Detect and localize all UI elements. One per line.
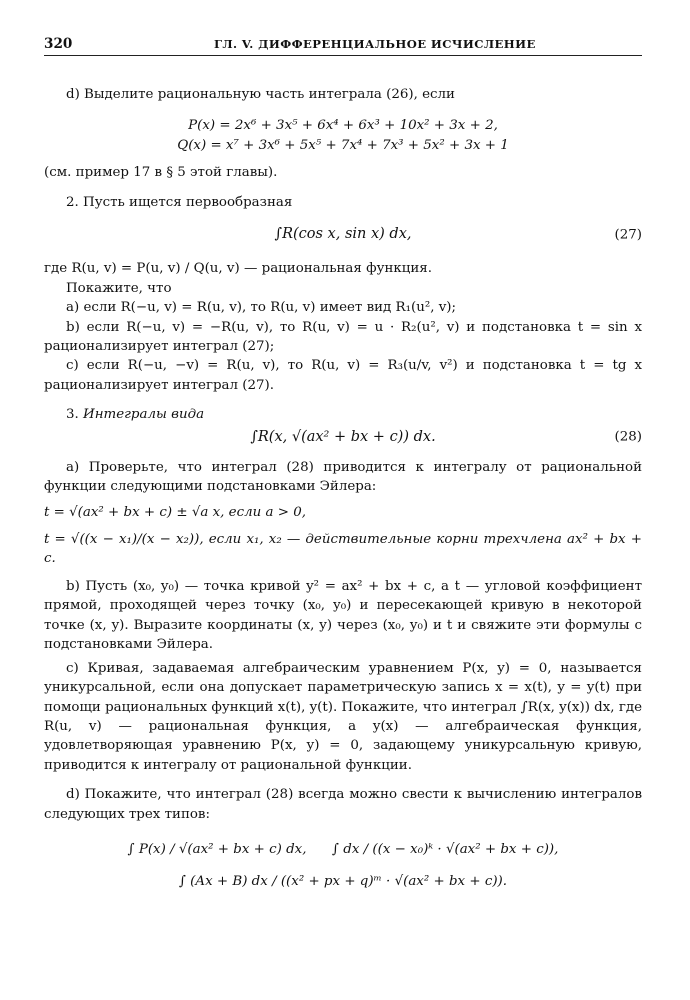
- integral-28: ∫R(x, √(ax² + bx + c)) dx.: [250, 428, 436, 445]
- integral-types-row-1: [44, 840, 642, 859]
- display-equation-27: [44, 224, 642, 245]
- equation-number-27: (27): [614, 226, 642, 242]
- equation-number-28: (28): [614, 429, 642, 445]
- formula-P: P(x) = 2x⁶ + 3x⁵ + 6x⁴ + 6x³ + 10x² + 3x + 2,: [188, 118, 498, 134]
- formula-Q: Q(x) = x⁷ + 3x⁶ + 5x⁵ + 7x⁴ + 7x³ + 5x² + 3x + 1: [177, 137, 509, 153]
- integral-type-1: ∫ P(x) / √(ax² + bx + c) dx,: [127, 842, 307, 858]
- integral-27: ∫R(cos x, sin x) dx,: [274, 226, 412, 243]
- where-R-text: где R(u, v) = P(u, v) / Q(u, v) — рациональная функция.: [44, 261, 432, 277]
- formula-block-PQ: [44, 116, 642, 155]
- see-example: (см. пример 17 в § 5 этой главы).: [44, 165, 278, 181]
- show-that: Покажите, что: [66, 280, 172, 296]
- display-equation-28: [44, 427, 642, 448]
- integral-type-3: ∫ (Ax + B) dx / ((x² + px + q)ᵐ · √(ax² + bx + c)).: [178, 873, 508, 889]
- item-d-text: d) Выделите рациональную часть интеграла (26), если: [66, 87, 455, 102]
- task3-title: Интегралы вида: [83, 407, 205, 423]
- part-a-text: a) Проверьте, что интеграл (28) приводится к интегралу от рациональной функции следующими подстановками Эйлера:: [44, 459, 642, 495]
- task3-label: 3.: [66, 407, 79, 423]
- part-c-text: c) Кривая, задаваемая алгебраическим уравнением P(x, y) = 0, называется уникурсальной, если она допускает параметрическую запись x = x(t), y = y(t) при помощи рациональных функций x(t), y(t). Покажите, что интеграл ∫R(x, y(x)) dx, где R(u, v) — рациональная функция, а y(x) — алгебраическая функция, удовлетворяющая уравнению P(x, y) = 0, задающему уникурсальную кривую, приводится к интегралу от рациональной функции.: [44, 660, 643, 773]
- running-header: [44, 33, 642, 56]
- case-c: c) если R(−u, −v) = R(u, v), то R(u, v) = R₃(u/v, v²) и подстановка t = tg x рационализирует интеграл (27).: [44, 358, 642, 393]
- page-number: 320: [44, 36, 73, 52]
- integral-type-2: ∫ dx / ((x − x₀)ᵏ · √(ax² + bx + c)),: [332, 842, 559, 858]
- page-body: [44, 85, 642, 899]
- task3-heading: [44, 405, 642, 424]
- part-d-text: d) Покажите, что интеграл (28) всегда можно свести к вычислению интегралов следующих трех типов:: [44, 787, 642, 822]
- case-b: b) если R(−u, v) = −R(u, v), то R(u, v) = u · R₂(u², v) и подстановка t = sin x рационализирует интеграл (27);: [44, 319, 642, 354]
- case-a: a) если R(−u, v) = R(u, v), то R(u, v) имеет вид R₁(u², v);: [66, 300, 457, 316]
- part-b-text: b) Пусть (x₀, y₀) — точка кривой y² = ax² + bx + c, a t — угловой коэффициент прямой, проходящей через точку (x₀, y₀) и пересекающей кривую в некоторой точке (x, y). Выразите координаты (x, y) через (x₀, y₀) и t и свяжите эти формулы с подстановками Эйлера.: [44, 578, 642, 653]
- three-integral-types: [44, 840, 642, 891]
- chapter-title: ГЛ. V. ДИФФЕРЕНЦИАЛЬНОЕ ИСЧИСЛЕНИЕ: [214, 37, 536, 51]
- task2-intro: 2. Пусть ищется первообразная: [66, 194, 293, 210]
- euler-substitution-1: t = √(ax² + bx + c) ± √a x, если a > 0,: [44, 504, 306, 520]
- euler-substitution-2: t = √((x − x₁)/(x − x₂)), если x₁, x₂ — действительные корни трехчлена ax² + bx + c.: [44, 532, 642, 567]
